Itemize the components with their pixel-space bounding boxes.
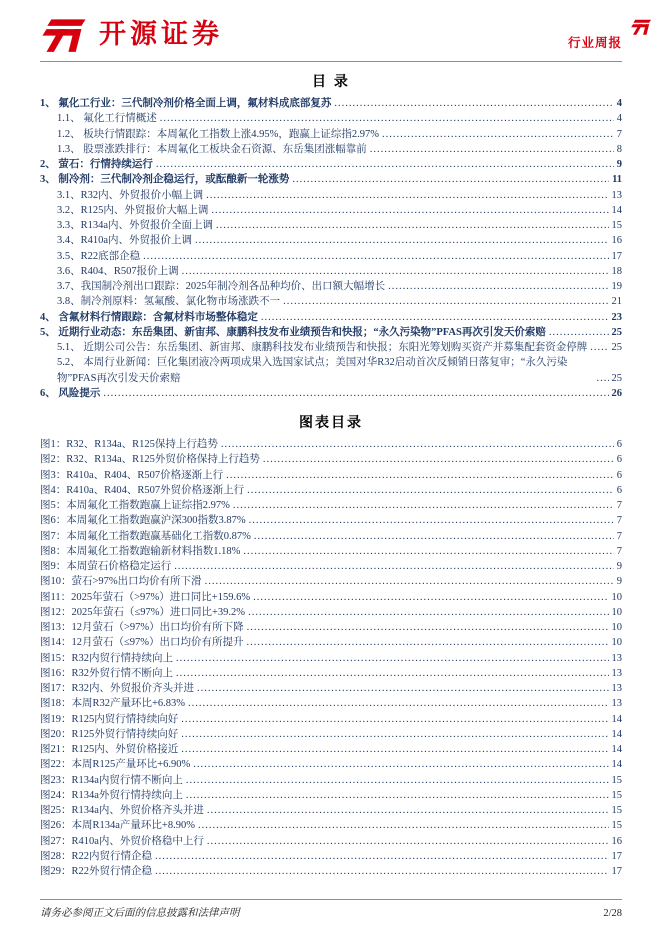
toc-entry[interactable] [40,188,622,203]
figure-entry[interactable] [40,437,622,452]
figure-entry[interactable] [40,651,622,666]
toc-title: 目 录 [312,73,350,89]
figure-entry[interactable] [40,712,622,727]
figure-entry-label: 图14：12月萤石（≤97%）出口均价有所提升 [40,637,244,649]
figure-entry-page: 13 [611,698,622,710]
dot-leader [388,279,608,294]
figure-entry-label: 图24：R134a外贸行情持续向上 [40,789,183,801]
dot-leader [247,483,614,498]
dot-leader [198,818,609,833]
dot-leader [283,294,608,309]
figure-entry-page: 10 [611,637,622,649]
dot-leader [195,233,608,248]
toc-entry-label: 3、 制冷剂：三代制冷剂企稳运行，或酝酿新一轮涨势 [40,174,290,186]
figure-entry[interactable] [40,742,622,757]
toc-entry-label: 5.1、 近期公司公告：东岳集团、新宙邦、康鹏科技发布业绩预告和快报；东阳光筹划购买资产并募集配套资金停牌 [57,342,588,353]
figure-entry-page: 6 [616,484,622,496]
figure-entry-page: 15 [611,820,622,832]
dot-leader [247,635,609,650]
figure-entry[interactable] [40,803,622,818]
dot-leader [249,513,614,528]
toc-entry-page: 11 [612,174,622,186]
figure-entry[interactable] [40,574,622,589]
dot-leader [186,773,609,788]
figure-entry-page: 6 [616,469,622,481]
figure-entry-label: 图25：R134a内、外贸价格齐头并进 [40,805,204,816]
toc-entry-page: 7 [616,128,622,140]
toc-entry-label: 4、 含氟材料行情跟踪：含氟材料市场整体稳定 [40,311,258,323]
figure-entry-page: 6 [616,439,622,450]
dot-leader [211,203,608,218]
dot-leader [155,864,608,879]
figure-entry-label: 图27：R410a内、外贸价格稳中上行 [40,835,204,847]
header [40,16,622,62]
toc-entry-label: 3.4、R410a内、外贸报价上调 [57,235,193,247]
figure-entry-label: 图8：本周氟化工指数跑输新材料指数1.18% [40,545,241,557]
figure-entry-label: 图12：2025年萤石（≤97%）进口同比+39.2% [40,606,246,618]
dot-leader [370,142,614,157]
toc-entry[interactable] [40,142,622,157]
toc-entry-label: 6、 风险提示 [40,387,101,399]
dot-leader [247,620,609,635]
toc-entry-label: 3.2、R125内、外贸报价大幅上调 [57,204,209,216]
dot-leader [193,757,608,772]
dot-leader [182,264,609,279]
figure-entry-label: 图13：12月萤石（>97%）出口均价有所下降 [40,622,244,633]
figure-entry[interactable] [40,513,622,528]
figure-entry-page: 15 [611,789,622,801]
figure-entry-label: 图6：本周氟化工指数跑赢沪深300指数3.87% [40,515,246,527]
figure-entry-page: 13 [611,683,622,694]
toc-entry-label: 3.8、制冷剂原料：氢氟酸、氯化物市场涨跌不一 [57,296,281,308]
toc-entry[interactable] [40,294,622,309]
figure-entry[interactable] [40,468,622,483]
dot-leader [292,172,609,187]
dot-leader [248,605,608,620]
dot-leader [176,666,608,681]
toc-entry-page: 13 [611,189,622,201]
toc-entry-page: 17 [611,250,622,262]
dot-leader [143,249,608,264]
toc-entry[interactable] [40,264,622,279]
toc-list [40,96,622,401]
toc-entry[interactable] [40,249,622,264]
dot-leader [590,340,608,355]
toc-entry-page: 9 [616,159,622,170]
toc-entry-page: 18 [611,265,622,277]
figure-entry-label: 图5：本周氟化工指数跑赢上证综指2.97% [40,500,230,511]
dot-leader [263,452,614,467]
toc-entry[interactable] [40,355,622,386]
figure-entry[interactable] [40,666,622,681]
dot-leader [226,468,614,483]
toc-entry[interactable] [40,386,622,401]
dot-leader [233,498,614,513]
dot-leader [549,325,609,340]
toc-entry[interactable] [40,310,622,325]
dot-leader [174,559,614,574]
dot-leader [186,788,609,803]
dot-leader [176,651,608,666]
toc-entry-label: 2、 萤石：行情持续运行 [40,159,153,170]
figure-entry-page: 7 [616,500,622,511]
figure-entry-page: 6 [616,454,622,466]
figure-entry-page: 9 [616,576,622,588]
toc-entry-label: 1.1、 氟化工行情概述 [57,113,157,125]
figure-entry[interactable] [40,727,622,742]
figure-entry-page: 17 [611,850,622,862]
figure-entry[interactable] [40,834,622,849]
brand-logo [40,16,223,52]
figure-entry-page: 14 [611,744,622,755]
dot-leader [181,742,608,757]
figure-entry[interactable] [40,498,622,513]
toc-entry-label: 1.3、 股票涨跌排行：本周氟化工板块金石资源、东岳集团涨幅靠前 [57,143,367,155]
figure-entry-page: 15 [611,774,622,786]
dot-leader [597,371,609,386]
figure-entry-label: 图29：R22外贸行情企稳 [40,866,153,877]
toc-entry[interactable] [40,340,622,355]
figure-entry-label: 图4：R410a、R404、R507外贸价格逐渐上行 [40,484,245,496]
figure-entry-label: 图10：萤石>97%出口均价有所下滑 [40,576,202,588]
toc-entry-label: 3.6、R404、R507报价上调 [57,265,179,277]
toc-entry-page: 19 [611,281,622,292]
figure-entry-label: 图20：R125外贸行情持续向好 [40,728,179,740]
dot-leader [221,437,614,452]
brand-logo-icon [40,16,92,52]
figures-list [40,437,622,879]
dot-leader [181,727,608,742]
toc-entry-page: 23 [611,311,622,323]
toc-entry[interactable] [40,218,622,233]
toc-entry-page: 4 [616,113,622,125]
figure-entry[interactable] [40,483,622,498]
dot-leader [382,127,614,142]
figure-entry-page: 7 [616,530,622,542]
toc-entry-label: 3.5、R22底部企稳 [57,250,141,262]
toc-entry-label: 5.2、 本周行业新闻：巨化集团液冷两项成果入选国家试点；美国对华R32启动首次反倾销日落复审；“永久污染物”PFAS再次引发天价索赔 [57,357,568,384]
toc-entry[interactable] [40,325,622,340]
dot-leader [243,544,613,559]
figure-entry-page: 14 [611,728,622,740]
figure-entry[interactable] [40,849,622,864]
figure-entry[interactable] [40,818,622,833]
figure-entry-page: 7 [616,515,622,527]
figure-entry-label: 图9：本周萤石价格稳定运行 [40,561,172,572]
footer [40,899,622,920]
figure-entry-label: 图1：R32、R134a、R125保持上行趋势 [40,439,218,450]
footer-disclaimer: 请务必参阅正文后面的信息披露和法律声明 [40,908,240,919]
dot-leader [155,849,608,864]
dot-leader [254,529,614,544]
brand-name: 开源证券 [99,18,223,49]
toc-entry-page: 21 [611,296,622,308]
figure-entry-page: 13 [611,652,622,664]
dot-leader [207,803,609,818]
figure-entry[interactable] [40,590,622,605]
figure-entry-page: 10 [611,622,622,633]
figure-entry-label: 图22：本周R125产量环比+6.90% [40,759,191,771]
figure-entry[interactable] [40,696,622,711]
figure-entry-label: 图28：R22内贸行情企稳 [40,850,153,862]
toc-entry[interactable] [40,233,622,248]
figure-entry[interactable] [40,559,622,574]
figure-entry-page: 14 [611,713,622,725]
figure-entry-page: 13 [611,667,622,679]
toc-entry[interactable] [40,203,622,218]
toc-entry[interactable] [40,279,622,294]
figure-entry[interactable] [40,635,622,650]
dot-leader [188,696,608,711]
figure-entry-label: 图23：R134a内贸行情不断向上 [40,774,183,786]
figure-entry-page: 10 [611,606,622,618]
header-right [568,33,622,52]
toc-entry-label: 3.3、R134a内、外贸报价全面上调 [57,220,214,231]
figure-entry[interactable] [40,788,622,803]
dot-leader [197,681,608,696]
dot-leader [160,111,614,126]
figure-entry-page: 17 [611,866,622,877]
toc-entry-label: 3.1、R32内、外贸报价小幅上调 [57,189,204,201]
figure-entry-label: 图15：R32内贸行情持续向上 [40,652,174,664]
dot-leader [261,310,609,325]
corner-logo-icon [630,18,654,35]
figure-entry-label: 图19：R125内贸行情持续向好 [40,713,179,725]
figure-entry-label: 图18：本周R32产量环比+6.83% [40,698,186,710]
figure-entry[interactable] [40,452,622,467]
toc-entry-page: 26 [611,387,622,399]
figure-entry-label: 图7：本周氟化工指数跑赢基础化工指数0.87% [40,530,251,542]
dot-leader [216,218,608,233]
dot-leader [205,574,614,589]
figure-entry-page: 15 [611,805,622,816]
figure-entry[interactable] [40,605,622,620]
toc-entry-label: 5、 近期行业动态：东岳集团、新宙邦、康鹏科技发布业绩预告和快报；“永久污染物”PFAS再次引发天价索赔 [40,326,546,338]
report-type-label: 行业周报 [567,36,622,50]
figure-entry-page: 16 [611,835,622,847]
toc-entry[interactable] [40,172,622,187]
figure-entry-label: 图11：2025年萤石（>97%）进口同比+159.6% [40,591,251,603]
figure-entry[interactable] [40,544,622,559]
dot-leader [334,96,613,111]
figure-entry-label: 图26：本周R134a产量环比+8.90% [40,820,195,832]
figure-entry-label: 图21：R125内、外贸价格接近 [40,744,179,755]
toc-entry[interactable] [40,157,622,172]
figure-entry[interactable] [40,757,622,772]
toc-entry-page: 8 [616,143,622,155]
toc-entry-page: 25 [611,342,622,353]
figure-entry[interactable] [40,529,622,544]
toc-entry[interactable] [40,127,622,142]
toc-entry-label: 1、 氟化工行业：三代制冷剂价格全面上调，氟材料成底部复苏 [40,98,332,109]
figures-title: 图表目录 [299,414,363,430]
figure-entry[interactable] [40,773,622,788]
toc-entry-page: 14 [611,204,622,216]
toc-entry-page: 25 [611,326,622,338]
figure-entry-page: 7 [616,545,622,557]
figure-entry[interactable] [40,620,622,635]
page-indicator: 2/28 [603,908,622,919]
dot-leader [181,712,608,727]
toc-entry[interactable] [40,96,622,111]
figure-entry-label: 图16：R32外贸行情不断向上 [40,667,174,679]
figure-entry[interactable] [40,864,622,879]
dot-leader [103,386,608,401]
dot-leader [156,157,614,172]
figure-entry[interactable] [40,681,622,696]
dot-leader [207,834,609,849]
figure-entry-label: 图17：R32内、外贸报价齐头并进 [40,683,195,694]
toc-entry-label: 3.7、我国制冷剂出口跟踪：2025年制冷剂各品种均价、出口额大幅增长 [57,281,386,292]
figure-entry-page: 9 [616,561,622,572]
toc-entry-page: 25 [611,372,622,384]
dot-leader [253,590,608,605]
toc-entry-label: 1.2、 板块行情跟踪：本周氟化工指数上涨4.95%，跑赢上证综指2.97% [57,128,379,140]
toc-entry-page: 15 [611,220,622,231]
toc-entry-page: 4 [616,98,622,109]
figure-entry-page: 14 [611,759,622,771]
toc-entry[interactable] [40,111,622,126]
figure-entry-label: 图3：R410a、R404、R507价格逐渐上行 [40,469,224,481]
dot-leader [206,188,608,203]
figure-entry-page: 10 [611,591,622,603]
toc-entry-page: 16 [611,235,622,247]
figure-entry-label: 图2：R32、R134a、R125外贸价格保持上行趋势 [40,454,260,466]
